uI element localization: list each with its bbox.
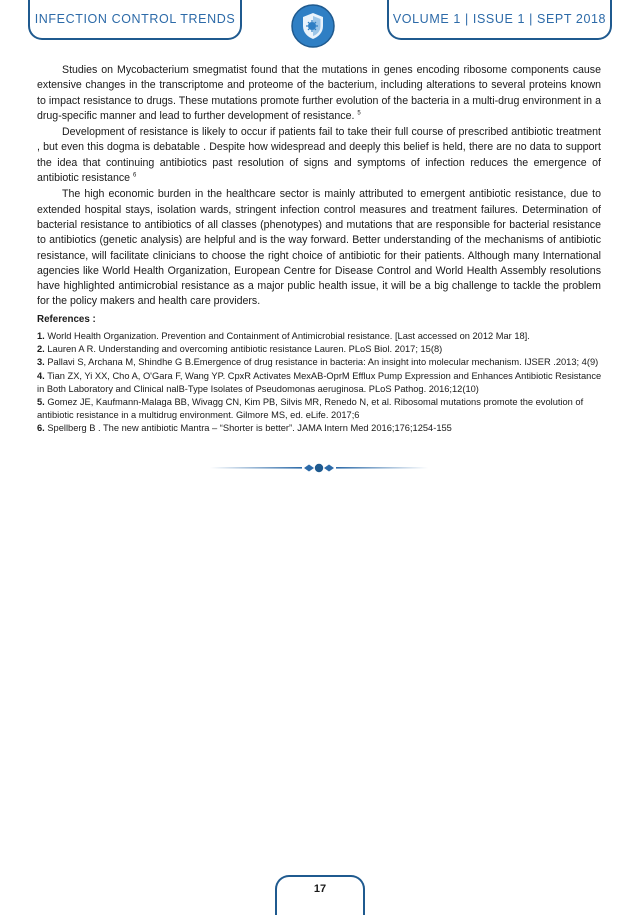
citation-marker: 5 — [357, 110, 361, 117]
references-list — [37, 330, 603, 436]
citation-marker: 6 — [133, 172, 137, 179]
page-number-tab — [275, 875, 365, 915]
issue-info: VOLUME 1 | ISSUE 1 | SEPT 2018 — [392, 12, 607, 26]
reference-item: 4. Tian ZX, Yi XX, Cho A, O'Gara F, Wang YP. CpxR Activates MexAB-OprM Efflux Pump Expression and Enhances Antibiotic Resistance in Both Laboratory and Clinical nalB-Type Isolates of Pseudomonas aeruginosa. PLoS Pathog. 2016;12(10) — [37, 370, 602, 394]
journal-title-tab — [28, 0, 242, 40]
paragraph: Development of resistance is likely to occur if patients fail to take their full course of prescribed antibiotic treatment , but even this dogma is debatable . Despite how widespread and deeply this belief is held, there are no data to support the idea that continuing antibiotics past resolution of signs and symptoms of infection reduces the emergence of antibiotic resistance $^6$ — [37, 126, 601, 185]
reference-item: 1. World Health Organization. Prevention and Containment of Antimicrobial resistance. [Last accessed on 2012 Mar 18]. — [37, 331, 530, 341]
reference-item: 2. Lauren A R. Understanding and overcoming antibiotic resistance Lauren. PLoS Biol. 2017; 15(8) — [37, 344, 443, 355]
article-body — [37, 63, 601, 310]
paragraph: Studies on Mycobacterium smegmatist found that the mutations in genes encoding ribosome components cause extensive changes in the transcriptome and proteome of the bacterium, including alterations to several proteins known to impact resistance to drugs. These mutations promote further evolution of the bacteria in a multi-drug environment in a drug-specific manner and lead to further development of resistance. $^5$ — [37, 64, 601, 122]
shield-virus-icon — [291, 4, 335, 48]
references-section — [37, 314, 603, 436]
issue-info-tab — [387, 0, 612, 40]
journal-title: INFECTION CONTROL TRENDS — [34, 12, 236, 26]
ornamental-divider — [210, 462, 428, 474]
reference-item: 5. Gomez JE, Kaufmann-Malaga BB, Wivagg CN, Kim PB, Silvis MR, Renedo N, et al. Ribosomal mutations promote the evolution of antibiotic resistance in a multidrug environment. Gilmore MS, ed. eLife. 2017;6 — [37, 397, 584, 421]
paragraph: The high economic burden in the healthcare sector is mainly attributed to emergent antibiotic resistance, due to extended hospital stays, isolation wards, stringent infection control measures and treatment failures. Determination of bacterial resistance to antibiotics of all classes (phenotypes) and mutations that are responsible for bacterial resistance to antibiotics (genetic analysis) are helpful and is the way forward. Better understanding of the mechanisms of antibiotic resistance, will facilitate clinicians to choose the right choice of antibiotic for their patients. Although many International agencies like World Health Organization, European Centre for Disease Control and World Health Assembly resolutions have highlighted antimicrobial resistance as a major public health issue, it will be a big challenge to tackle the problem for the policy makers and health care providers. — [37, 188, 601, 308]
reference-item: 6. Spellberg B . The new antibiotic Mantra – “Shorter is better”. JAMA Intern Med 2016;176;1254-155 — [37, 423, 452, 434]
references-heading: References : — [37, 314, 96, 325]
reference-item: 3. Pallavi S, Archana M, Shindhe G B.Emergence of drug resistance in bacteria: An insight into molecular mechanism. IJSER .2013; 4(9) — [37, 357, 599, 368]
page-number: 17 — [313, 883, 327, 895]
